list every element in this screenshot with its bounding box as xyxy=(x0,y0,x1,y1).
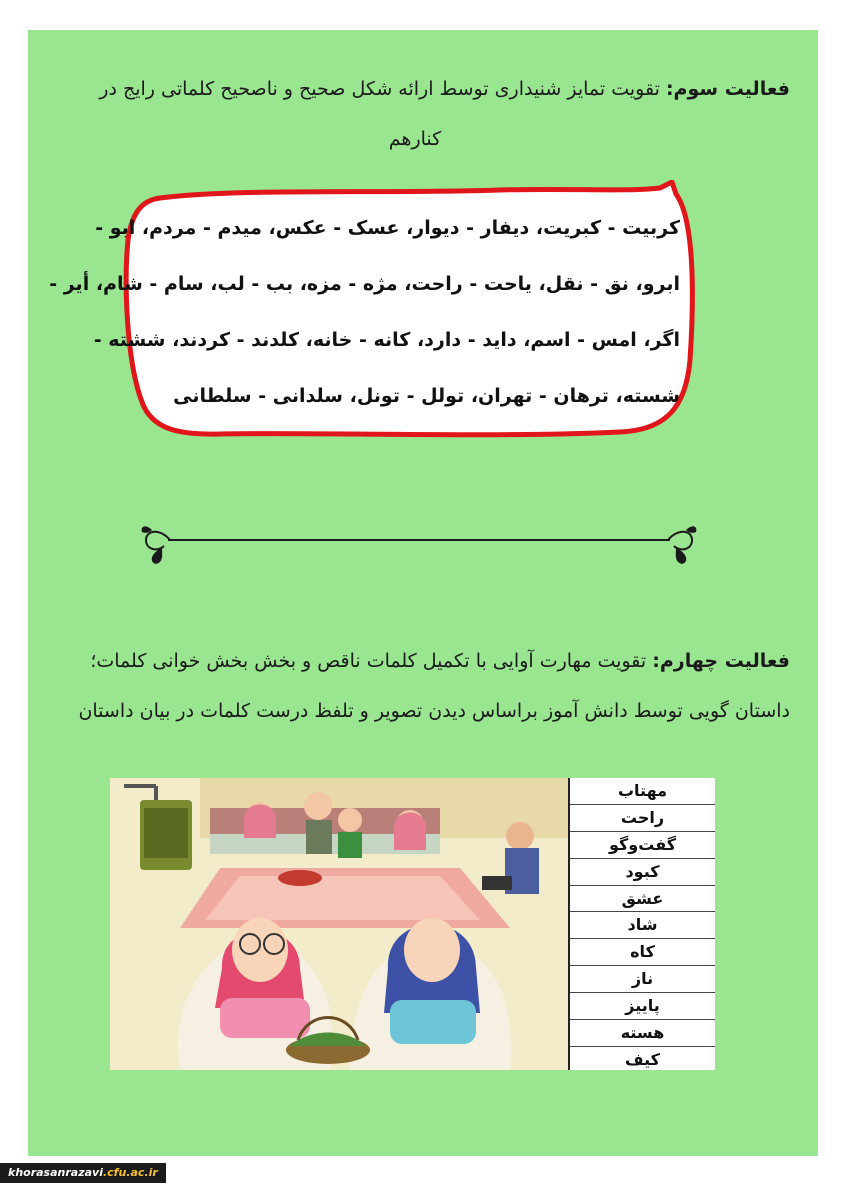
word-table xyxy=(568,778,715,1070)
activity4-heading-line1 xyxy=(40,650,790,672)
word-table-cell: راحت xyxy=(570,805,715,832)
activity3-text-line1: تقویت تمایز شنیداری توسط ارائه شکل صحیح و ناصحیح کلماتی رایج در xyxy=(99,78,660,100)
activity3-heading-line1 xyxy=(40,78,790,100)
activity4-text-line2: داستان گویی توسط دانش آموز براساس دیدن تصویر و تلفظ درست کلمات در بیان داستان xyxy=(78,700,790,722)
word-table-cell: گفت‌وگو xyxy=(570,832,715,859)
activity4-title: فعالیت چهارم: xyxy=(652,650,790,672)
word-box-text xyxy=(49,200,680,424)
word-table-cell: کبود xyxy=(570,859,715,886)
word-table-cell: پاییز xyxy=(570,993,715,1020)
word-table-cell: شاد xyxy=(570,912,715,939)
site-watermark-accent: .cfu.ac.ir xyxy=(102,1166,158,1179)
word-box-line: اگر، امس - اسم، داید - دارد، کانه - خانه، کلدند - کردند، ششته - xyxy=(93,329,680,351)
word-table-cell: مهتاب xyxy=(570,778,715,805)
word-box-line: شسته، ترهان - تهران، تولل - تونل، سلدانی - سلطانی xyxy=(173,385,680,407)
ornamental-divider xyxy=(138,518,700,572)
site-watermark[interactable] xyxy=(0,1163,166,1183)
site-watermark-main: khorasanrazavi xyxy=(8,1166,103,1179)
activity3-title: فعالیت سوم: xyxy=(665,78,790,100)
word-table-cell: کیف xyxy=(625,1049,660,1069)
word-table-cell: هسته xyxy=(570,1020,715,1047)
word-box-line: کربیت - کبریت، دیفار - دیوار، عسک - عکس، میدم - مردم، ابو - xyxy=(95,217,680,239)
word-table-cell: کاه xyxy=(570,939,715,966)
word-box-line: ابرو، نق - نقل، یاحت - راحت، مژه - مزه، بب - لب، سام - شام، أیر - xyxy=(49,273,680,295)
activity4-text-line1: تقویت مهارت آوایی با تکمیل کلمات ناقص و بخش بخش خوانی کلمات؛ xyxy=(90,650,647,672)
family-illustration xyxy=(110,778,568,1070)
activity3-text-line2: کنارهم xyxy=(388,128,442,150)
word-table-cell: ناز xyxy=(570,966,715,993)
word-table-cell: عشق xyxy=(570,886,715,913)
